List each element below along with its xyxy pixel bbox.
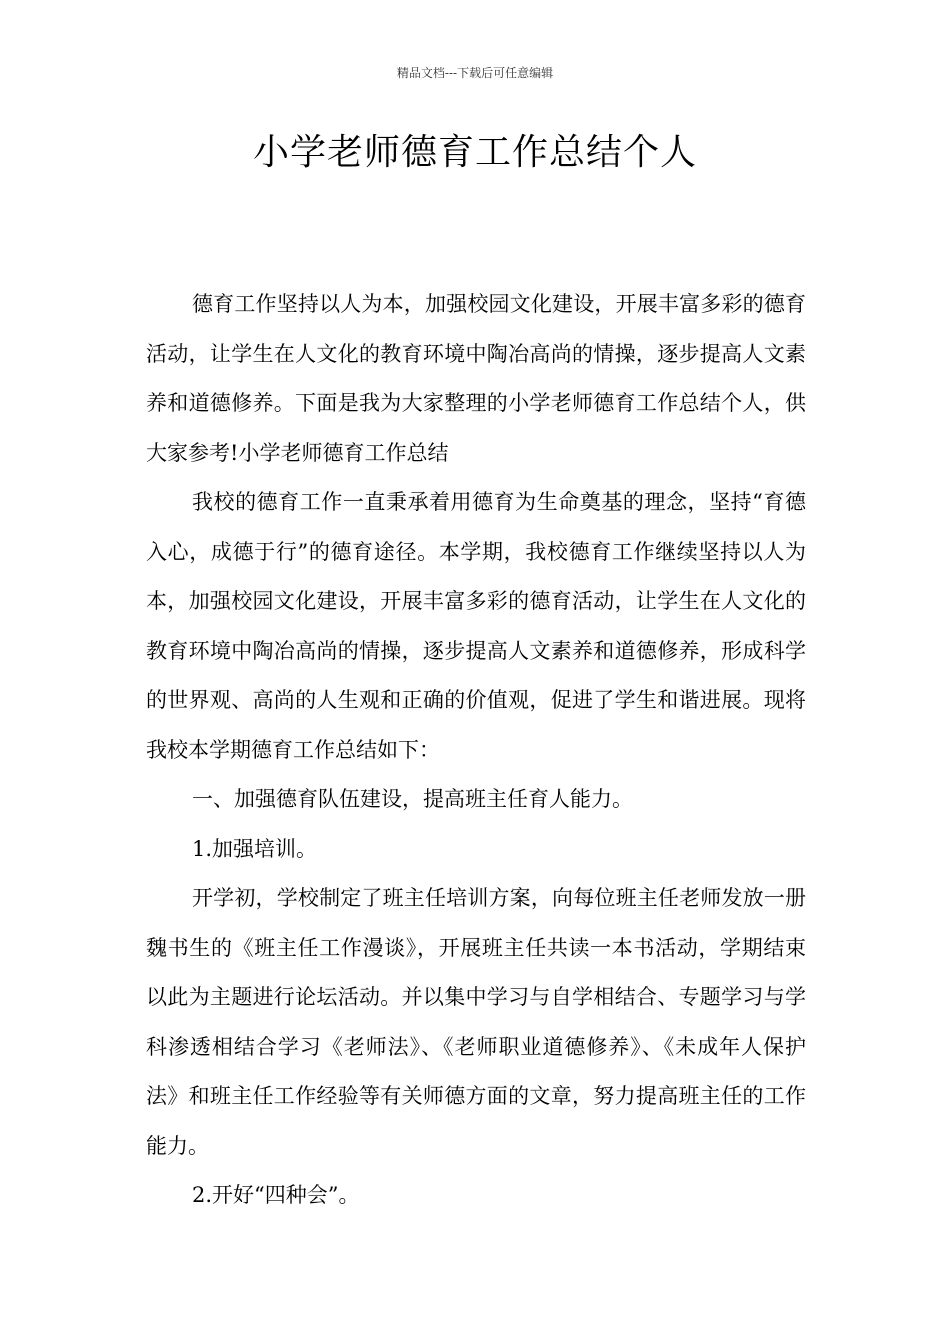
paragraph-intro: 德育工作坚持以人为本，加强校园文化建设，开展丰富多彩的德育活动，让学生在人文化的教育环境中陶冶高尚的情操，逐步提高人文素养和道德修养。下面是我为大家整理的小学老师德育工作总结个人，供大家参考!小学老师德育工作总结 <box>146 292 806 465</box>
subheading-meetings: 2.开好“四种会”。 <box>192 1183 360 1207</box>
document-body <box>146 280 806 1221</box>
subheading-training: 1.加强培训。 <box>192 836 318 861</box>
paragraph-training: 开学初，学校制定了班主任培训方案，向每位班主任老师发放一册魏书生的《班主任工作漫谈》，开展班主任共读一本书活动，学期结束以此为主题进行论坛活动。并以集中学习与自学相结合、专题学习与学科渗透相结合学习《老师法》、《老师职业道德修养》、《未成年人保护法》和班主任工作经验等有关师德方面的文章，努力提高班主任的工作能力。 <box>146 886 806 1158</box>
document-title: 小学老师德育工作总结个人 <box>252 132 697 173</box>
paragraph-overview: 我校的德育工作一直秉承着用德育为生命奠基的理念，坚持“育德入心，成德于行”的德育途径。本学期，我校德育工作继续坚持以人为本，加强校园文化建设，开展丰富多彩的德育活动，让学生在人文化的教育环境中陶冶高尚的情操，逐步提高人文素养和道德修养，形成科学的世界观、高尚的人生观和正确的价值观，促进了学生和谐进展。现将我校本学期德育工作总结如下： <box>146 490 806 762</box>
section-heading-1: 一、加强德育队伍建设，提高班主任育人能力。 <box>192 787 633 811</box>
header-note: 精品文档---下载后可任意编辑 <box>396 66 554 80</box>
